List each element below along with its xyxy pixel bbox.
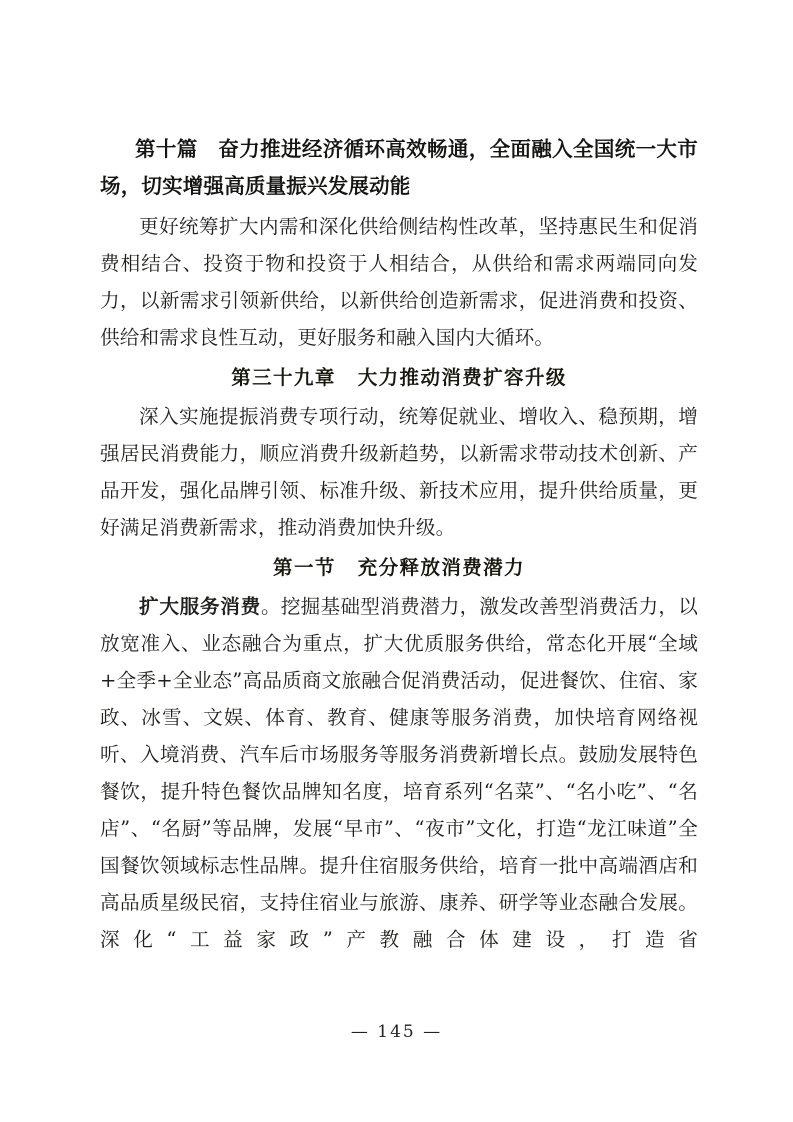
chapter-body-paragraph: 深入实施提振消费专项行动，统筹促就业、增收入、稳预期，增强居民消费能力，顺应消费升级新趋势，以新需求带动技术创新、产品开发，强化品牌引领、标准升级、新技术应用，提升供给质量，更好满足消费新需求，推动消费加快升级。 xyxy=(100,405,698,539)
section-heading xyxy=(100,549,698,586)
chapter-heading-number: 第三十九章 xyxy=(231,366,336,389)
section-heading-title: 充分释放消费潜力 xyxy=(357,556,525,579)
section-body-paragraph xyxy=(100,588,698,958)
chapter-heading-title: 大力推动消费扩容升级 xyxy=(357,366,567,389)
section-heading-number: 第一节 xyxy=(273,556,336,579)
section-body-text: 。挖掘基础型消费潜力，激发改善型消费活力，以放宽准入、业态融合为重点，扩大优质服务供给，常态化开展“全域+全季+全业态”高品质商文旅融合促消费活动，促进餐饮、住宿、家政、冰雪、文娱、体育、教育、健康等服务消费，加快培育网络视听、入境消费、汽车后市场服务等服务消费新增长点。鼓励发展特色餐饮，提升特色餐饮品牌知名度，培育系列“名菜”、“名小吃”、“名店”、“名厨”等品牌，发展“早市”、“夜市”文化，打造“龙江味道”全国餐饮领域标志性品牌。提升住宿服务供给，培育一批中高端酒店和高品质星级民宿，支持住宿业与旅游、康养、研学等业态融合发展。深化“工益家政”产教融合体建设，打造省 xyxy=(100,595,698,951)
page-content xyxy=(100,131,698,958)
intro-paragraph: 更好统筹扩大内需和深化供给侧结构性改革，坚持惠民生和促消费相结合、投资于物和投资于人相结合，从供给和需求两端同向发力，以新需求引领新供给，以新供给创造新需求，促进消费和投资、供给和需求良性互动，更好服务和融入国内大循环。 xyxy=(100,215,698,349)
section-lead-in: 扩大服务消费 xyxy=(139,595,261,618)
page-footer: — 145 — xyxy=(350,1022,443,1042)
chapter-heading xyxy=(100,359,698,396)
part-title: 第十篇 奋力推进经济循环高效畅通，全面融入全国统一大市场，切实增强高质量振兴发展动能 xyxy=(100,137,698,198)
